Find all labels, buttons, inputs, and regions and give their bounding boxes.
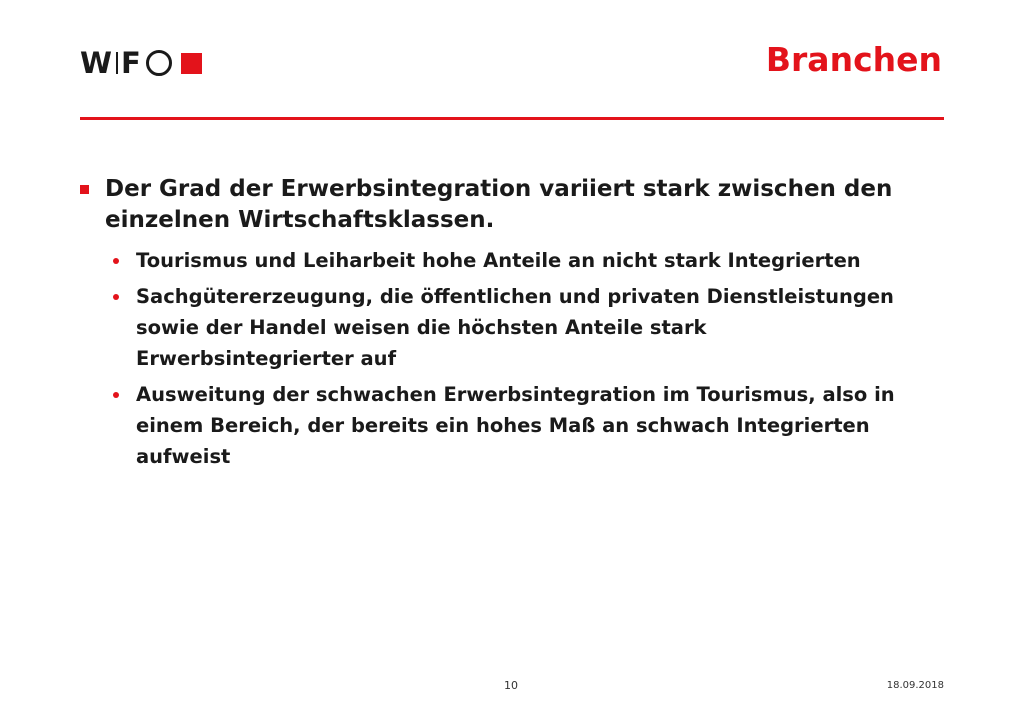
round-bullet-icon [113, 258, 119, 264]
logo-ring-icon [146, 50, 172, 76]
slide-title: Branchen [765, 40, 942, 79]
slide-content [80, 174, 950, 477]
main-bullet [80, 174, 950, 236]
round-bullet-icon [113, 392, 119, 398]
logo-letter-w: W [80, 46, 113, 80]
wifo-logo [80, 46, 202, 80]
slide-date: 18.09.2018 [886, 680, 944, 691]
title-rule [80, 117, 944, 120]
logo-square-icon [181, 53, 202, 74]
sub-bullet-list [113, 245, 950, 472]
sub-bullet-text: Tourismus und Leiharbeit hohe Anteile an nicht stark Integrierten [136, 249, 861, 272]
logo-letter-f: F [121, 46, 142, 80]
sub-bullet [113, 379, 913, 472]
sub-bullet-text: Ausweitung der schwachen Erwerbsintegration im Tourismus, also in einem Bereich, der bereits ein hohes Maß an schwach Integrierten aufweist [136, 383, 895, 468]
page-number: 10 [504, 679, 518, 692]
sub-bullet [113, 281, 913, 374]
sub-bullet-text: Sachgütererzeugung, die öffentlichen und privaten Dienstleistungen sowie der Handel weisen die höchsten Anteile stark Erwerbsintegrierter auf [136, 285, 894, 370]
square-bullet-icon [80, 185, 89, 194]
main-bullet-text: Der Grad der Erwerbsintegration variiert stark zwischen den einzelnen Wirtschaftsklassen. [105, 176, 893, 233]
logo-separator [116, 52, 118, 74]
round-bullet-icon [113, 294, 119, 300]
sub-bullet [113, 245, 913, 276]
